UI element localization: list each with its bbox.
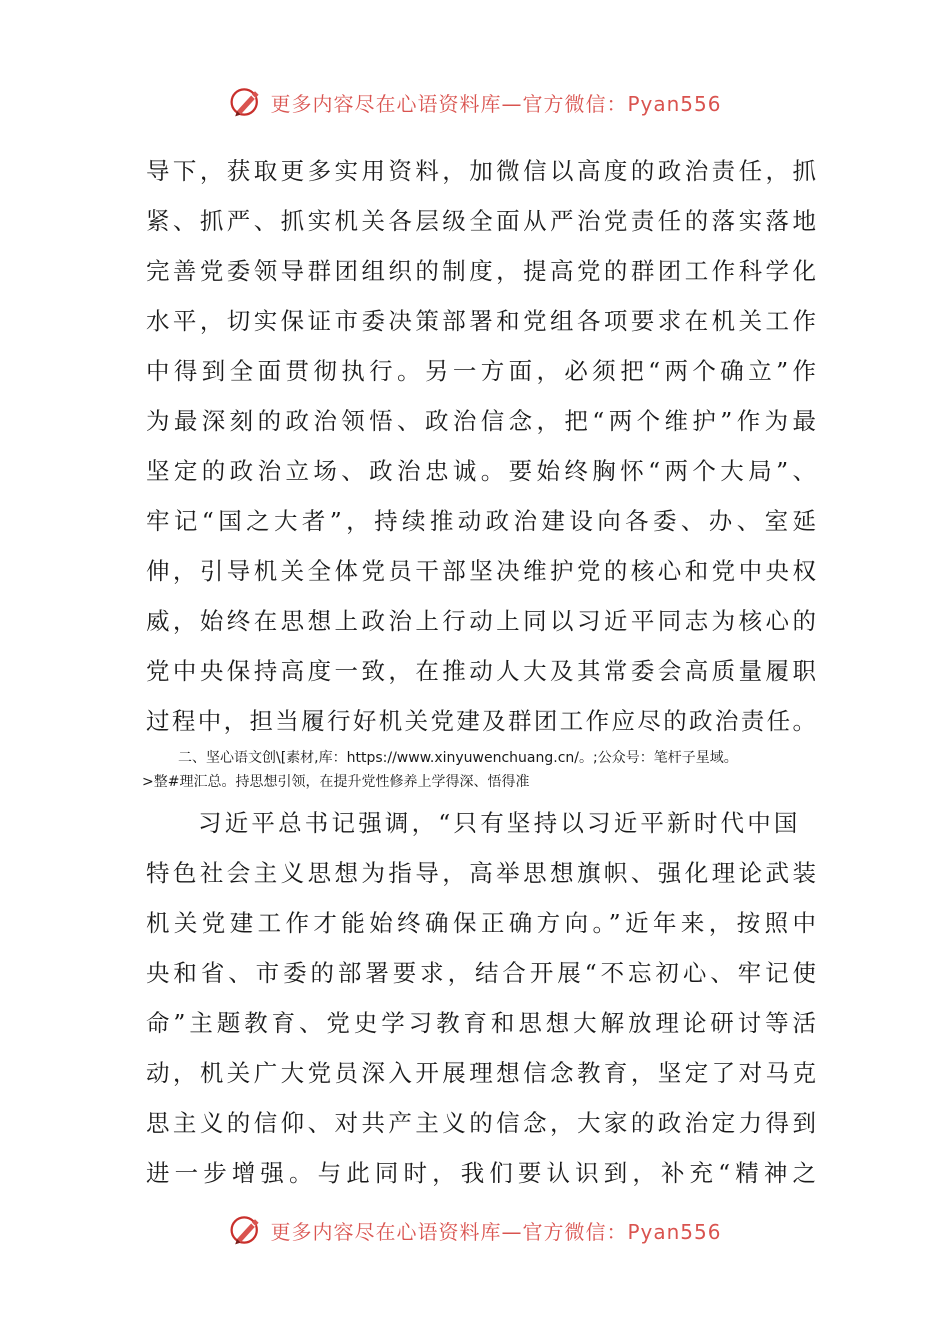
text-line: 伸，引导机关全体党员干部坚决维护党的核心和党中央权 (146, 557, 816, 585)
paragraph-2 (146, 798, 816, 1198)
footer-banner-text: 更多内容尽在心语资料库—官方微信：Pyan556 (270, 1219, 722, 1244)
text-line: 动，机关广大党员深入开展理想信念教育，坚定了对马克 (146, 1059, 816, 1087)
text-line: 坚定的政治立场、政治忠诚。要始终胸怀“两个大局”、 (146, 457, 816, 485)
pen-logo-icon (228, 1212, 264, 1248)
text-line: 水平，切实保证市委决策部署和党组各项要求在机关工作 (146, 307, 816, 335)
text-line: 习近平总书记强调，“只有坚持以习近平新时代中国 (198, 809, 801, 837)
text-line: 威，始终在思想上政治上行动上同以习近平同志为核心的 (146, 607, 816, 635)
text-line: 特色社会主义思想为指导，高举思想旗帜、强化理论武装 (146, 859, 816, 887)
section-heading (142, 746, 878, 794)
text-line: 中得到全面贯彻执行。另一方面，必须把“两个确立”作 (146, 357, 816, 385)
text-line: 为最深刻的政治领悟、政治信念，把“两个维护”作为最 (146, 407, 816, 435)
text-line: 过程中，担当履行好机关党建及群团工作应尽的政治责任。 (146, 707, 816, 735)
header-banner-text: 更多内容尽在心语资料库—官方微信：Pyan556 (270, 91, 722, 116)
header-banner (0, 82, 950, 122)
document-body (142, 146, 816, 1198)
text-line: 思主义的信仰、对共产主义的信念，大家的政治定力得到 (146, 1109, 816, 1137)
text-line: 党中央保持高度一致，在推动人大及其常委会高质量履职 (146, 657, 816, 685)
text-line: 紧、抓严、抓实机关各层级全面从严治党责任的落实落地 (146, 207, 816, 235)
text-line: 命”主题教育、党史学习教育和思想大解放理论研讨等活 (146, 1009, 816, 1037)
footer-banner (0, 1210, 950, 1250)
text-line: 完善党委领导群团组织的制度，提高党的群团工作科学化 (146, 257, 816, 285)
text-line: 导下，获取更多实用资料，加微信以高度的政治责任，抓 (146, 157, 816, 185)
text-line: 牢记“国之大者”，持续推动政治建设向各委、办、室延 (146, 507, 816, 535)
paragraph-1 (146, 146, 816, 746)
section-heading-line: >整#理汇总。持思想引领，在提升党性修养上学得深、悟得准 (142, 774, 530, 790)
section-heading-line: 二、坚心语文创\[素材,库：https://www.xinyuwenchuang.cn/。;公众号：笔杆子星域。 (178, 750, 738, 766)
text-line: 进一步增强。与此同时，我们要认识到，补充“精神之 (146, 1159, 816, 1187)
text-line: 机关党建工作才能始终确保正确方向。”近年来，按照中 (146, 909, 816, 937)
pen-logo-icon (228, 84, 264, 120)
text-line: 央和省、市委的部署要求，结合开展“不忘初心、牢记使 (146, 959, 816, 987)
